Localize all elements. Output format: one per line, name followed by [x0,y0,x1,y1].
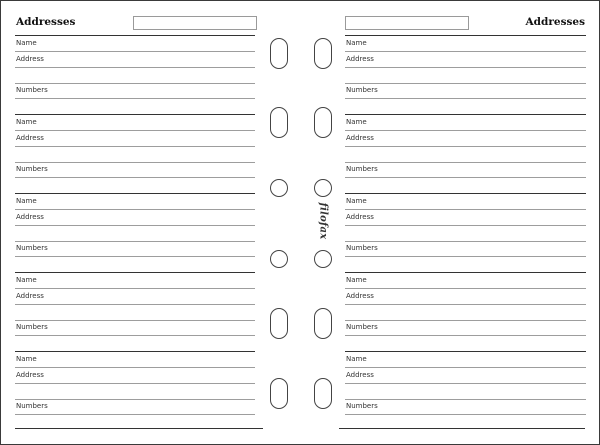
name-line[interactable] [15,367,255,368]
address-entry [345,114,586,193]
name-line[interactable] [345,209,586,210]
left-page [15,1,269,444]
address-line[interactable] [345,304,586,305]
numbers-line[interactable] [15,98,255,99]
numbers-label: Numbers [16,402,48,410]
name-label: Name [346,276,367,284]
numbers-line[interactable] [345,177,586,178]
name-label: Name [16,118,37,126]
binder-hole-oval [270,378,288,409]
binder-hole-oval [314,107,332,138]
numbers-line[interactable] [345,335,586,336]
right-page [345,1,599,444]
numbers-line[interactable] [15,177,255,178]
numbers-label: Numbers [16,165,48,173]
address-label: Address [16,371,44,379]
address-line[interactable] [15,399,255,400]
title-entry-box[interactable] [133,16,257,30]
address-entry [15,351,255,430]
address-line[interactable] [15,162,255,163]
page-title: Addresses [525,16,585,28]
filofax-logo: filofax [317,202,329,240]
numbers-label: Numbers [346,86,378,94]
numbers-label: Numbers [16,244,48,252]
page-title: Addresses [16,16,76,28]
binder-hole-round [314,250,332,268]
name-line[interactable] [15,130,255,131]
binder-hole-oval [270,107,288,138]
address-entry [345,351,586,430]
address-line[interactable] [15,67,255,68]
address-label: Address [346,55,374,63]
name-line[interactable] [15,51,255,52]
address-entry [15,272,255,351]
name-label: Name [16,276,37,284]
address-line[interactable] [15,241,255,242]
entry-top-rule [15,193,255,194]
binder-hole-round [270,250,288,268]
address-line[interactable] [15,320,255,321]
page-bottom-rule [339,428,585,429]
name-label: Name [346,355,367,363]
entry-top-rule [345,35,586,36]
address-line[interactable] [345,225,586,226]
numbers-label: Numbers [346,244,378,252]
entry-top-rule [345,114,586,115]
numbers-line[interactable] [15,335,255,336]
address-entry [15,114,255,193]
name-label: Name [16,355,37,363]
address-label: Address [16,213,44,221]
address-line[interactable] [345,162,586,163]
entry-top-rule [345,272,586,273]
name-line[interactable] [15,209,255,210]
numbers-line[interactable] [345,256,586,257]
address-label: Address [16,134,44,142]
address-line[interactable] [345,146,586,147]
entry-top-rule [15,272,255,273]
address-line[interactable] [15,383,255,384]
page-bottom-rule [15,428,263,429]
entry-top-rule [345,351,586,352]
title-entry-box[interactable] [345,16,469,30]
numbers-label: Numbers [346,402,378,410]
address-label: Address [346,213,374,221]
binder-hole-oval [314,38,332,69]
name-label: Name [346,39,367,47]
entry-top-rule [15,35,255,36]
address-line[interactable] [15,304,255,305]
address-entry [15,193,255,272]
name-label: Name [16,39,37,47]
binder-hole-round [314,179,332,197]
numbers-line[interactable] [345,414,586,415]
binder-hole-oval [270,38,288,69]
numbers-line[interactable] [345,98,586,99]
binder-hole-oval [270,308,288,339]
address-entry [345,193,586,272]
binder-hole-oval [314,378,332,409]
address-label: Address [346,371,374,379]
binder-hole-round [270,179,288,197]
name-line[interactable] [345,130,586,131]
numbers-label: Numbers [16,323,48,331]
entry-top-rule [15,351,255,352]
address-line[interactable] [345,241,586,242]
address-entry [345,272,586,351]
name-line[interactable] [345,367,586,368]
address-line[interactable] [15,146,255,147]
address-line[interactable] [345,320,586,321]
address-label: Address [346,292,374,300]
numbers-label: Numbers [16,86,48,94]
name-label: Name [346,197,367,205]
name-line[interactable] [15,288,255,289]
address-label: Address [346,134,374,142]
address-line[interactable] [345,67,586,68]
address-line[interactable] [345,399,586,400]
numbers-line[interactable] [15,414,255,415]
address-line[interactable] [345,83,586,84]
name-line[interactable] [345,288,586,289]
address-entry [345,35,586,114]
numbers-label: Numbers [346,165,378,173]
address-line[interactable] [15,83,255,84]
address-entry [15,35,255,114]
entry-top-rule [345,193,586,194]
name-label: Name [346,118,367,126]
numbers-line[interactable] [15,256,255,257]
entry-top-rule [15,114,255,115]
name-label: Name [16,197,37,205]
address-line[interactable] [345,383,586,384]
name-line[interactable] [345,51,586,52]
address-label: Address [16,55,44,63]
numbers-label: Numbers [346,323,378,331]
binder-hole-oval [314,308,332,339]
address-label: Address [16,292,44,300]
address-line[interactable] [15,225,255,226]
